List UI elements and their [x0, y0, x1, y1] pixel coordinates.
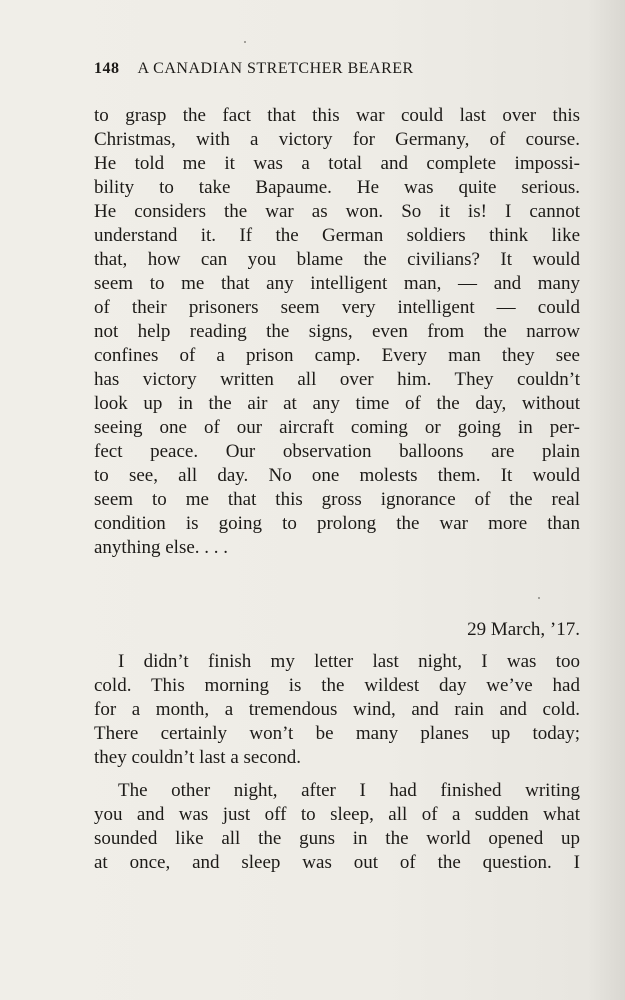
text-line: to grasp the fact that this war could last over this — [94, 105, 580, 126]
text-line: sounded like all the guns in the world opened up — [94, 828, 580, 849]
letter-dateline: 29 March, ’17. — [467, 619, 580, 640]
paper-speck — [244, 41, 246, 43]
text-line: at once, and sleep was out of the question. I — [94, 852, 580, 873]
text-line: The other night, after I had finished writing — [118, 780, 580, 801]
text-line: that, how can you blame the civilians? It would — [94, 249, 580, 270]
text-line: There certainly won’t be many planes up today; — [94, 723, 580, 744]
text-line: to see, all day. No one molests them. It would — [94, 465, 580, 486]
text-line: they couldn’t last a second. — [94, 747, 302, 768]
text-line: for a month, a tremendous wind, and rain and cold. — [94, 699, 580, 720]
text-line: understand it. If the German soldiers think like — [94, 225, 580, 246]
text-line: fect peace. Our observation balloons are plain — [94, 441, 580, 462]
text-line: look up in the air at any time of the day, without — [94, 393, 580, 414]
running-title: A CANADIAN STRETCHER BEARER — [137, 60, 414, 77]
text-line: seem to me that this gross ignorance of the real — [94, 489, 580, 510]
text-line: seem to me that any intelligent man, — and many — [94, 273, 580, 294]
text-line: condition is going to prolong the war more than — [94, 513, 580, 534]
text-line: confines of a prison camp. Every man they see — [94, 345, 580, 366]
text-line: He told me it was a total and complete impossi- — [94, 153, 580, 174]
text-line: He considers the war as won. So it is! I cannot — [94, 201, 580, 222]
text-line: anything else. . . . — [94, 537, 229, 558]
text-line: I didn’t finish my letter last night, I was too — [118, 651, 580, 672]
text-line: Christmas, with a victory for Germany, of course. — [94, 129, 580, 150]
running-head — [94, 60, 580, 78]
text-line: seeing one of our aircraft coming or going in per- — [94, 417, 580, 438]
paper-speck — [538, 597, 540, 599]
letter-body — [94, 650, 580, 875]
text-line: has victory written all over him. They couldn’t — [94, 369, 580, 390]
text-line: you and was just off to sleep, all of a sudden what — [94, 804, 580, 825]
text-line: bility to take Bapaume. He was quite serious. — [94, 177, 580, 198]
paragraph-continued — [94, 104, 580, 560]
page-number: 148 — [94, 60, 120, 77]
text-line: cold. This morning is the wildest day we’ve had — [94, 675, 580, 696]
text-line: of their prisoners seem very intelligent — could — [94, 297, 580, 318]
paragraph-gap — [94, 770, 580, 779]
text-line: not help reading the signs, even from the narrow — [94, 321, 580, 342]
